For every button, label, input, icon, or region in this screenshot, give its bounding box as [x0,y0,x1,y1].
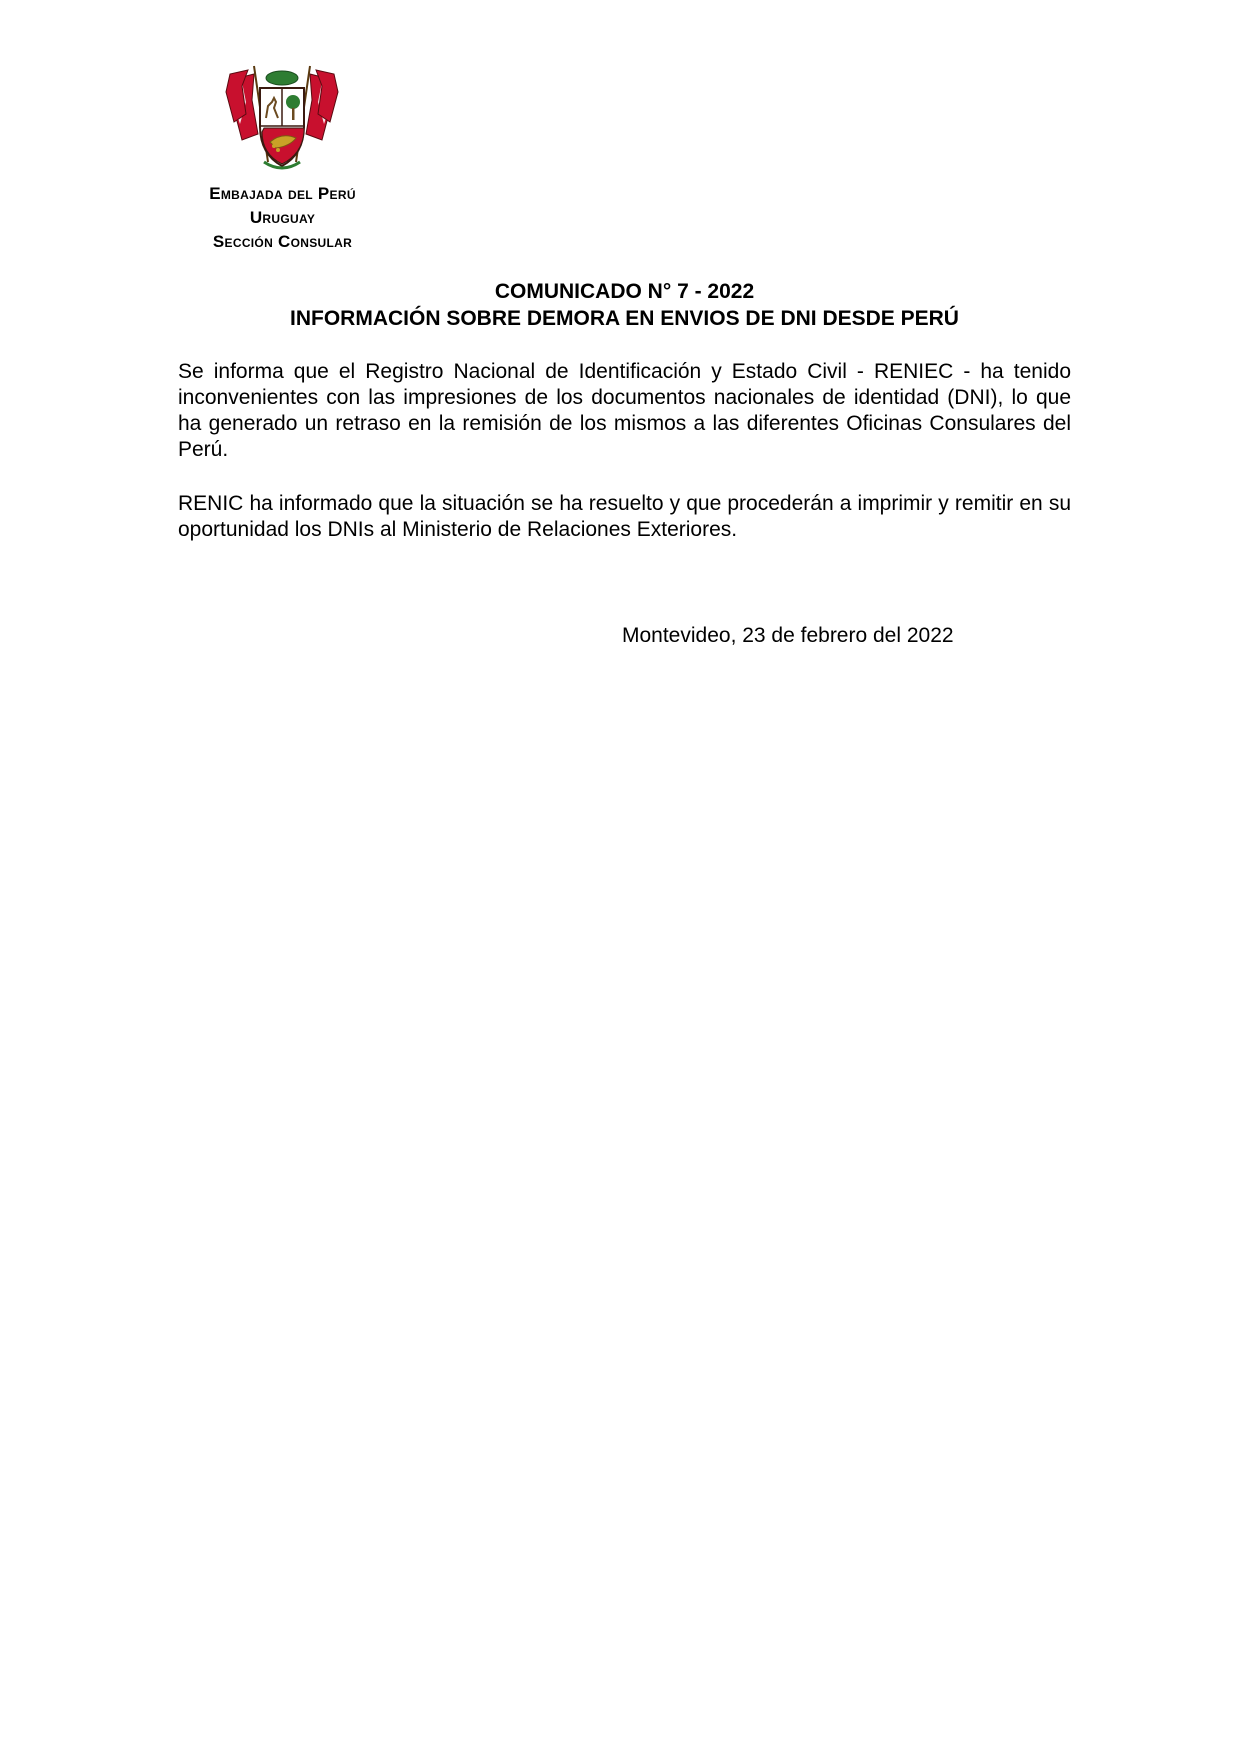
body-paragraph-1: Se informa que el Registro Nacional de Identificación y Estado Civil - RENIEC - ha tenido inconvenientes con las impresiones de los documentos nacionales de identidad (DNI), lo que ha generado un retraso en la remisión de los mismos a las diferentes Oficinas Consulares del Perú. [178,360,1071,461]
embassy-section: Sección Consular [212,232,353,251]
document-title [178,278,1071,332]
embassy-name: Embajada del Perú [209,184,356,203]
embassy-country: Uruguay [249,208,316,227]
letterhead [165,182,400,254]
place-and-date: Montevideo, 23 de febrero del 2022 [622,624,954,647]
body-paragraph-2: RENIC ha informado que la situación se ha resuelto y que procederán a imprimir y remitir en su oportunidad los DNIs al Ministerio de Relaciones Exteriores. [178,492,1071,541]
communique-subject: INFORMACIÓN SOBRE DEMORA EN ENVIOS DE DNI DESDE PERÚ [290,307,959,330]
communique-number: COMUNICADO N° 7 - 2022 [494,280,755,303]
peru-coat-of-arms-icon [224,62,340,178]
